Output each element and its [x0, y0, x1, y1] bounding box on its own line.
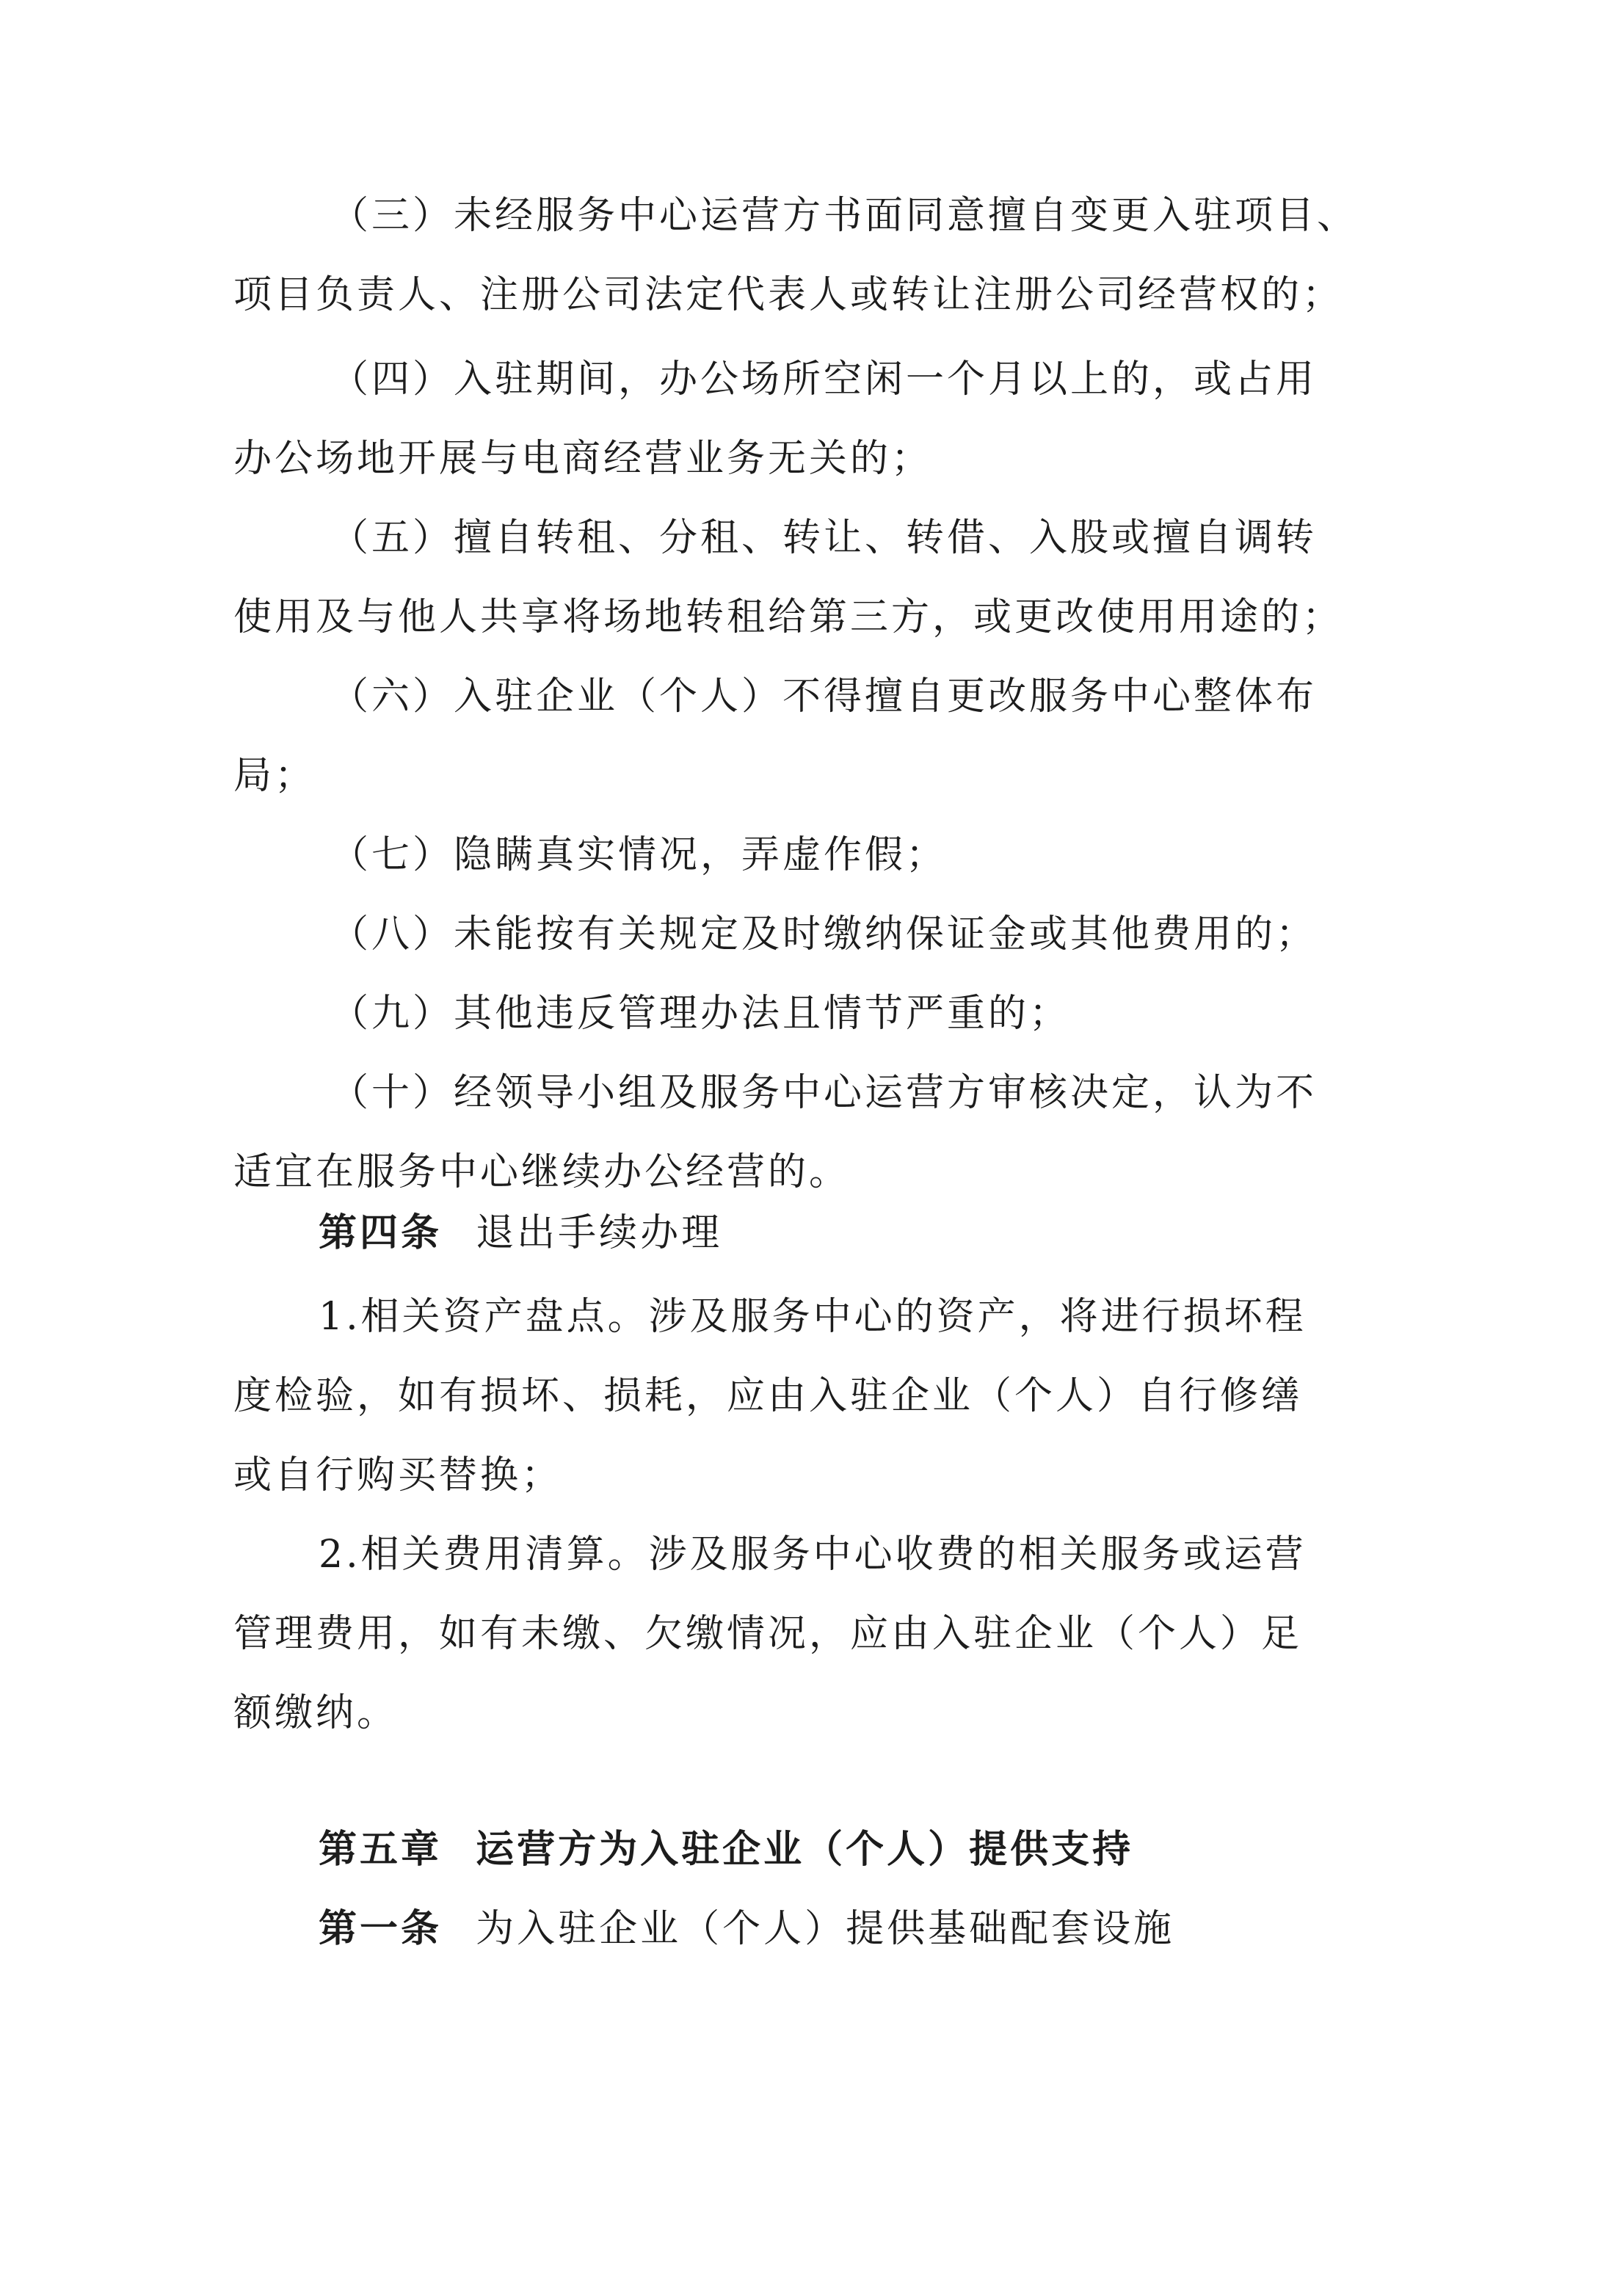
- article-4-item-2-line-3: 额缴纳。: [233, 1691, 399, 1735]
- chapter-5-heading: [319, 1826, 1133, 1873]
- chapter-5-title: 运营方为入驻企业（个人）提供支持: [476, 1828, 1134, 1872]
- clause-3-line-1: （三）未经服务中心运营方书面同意擅自变更入驻项目、: [330, 194, 1359, 238]
- clause-6-line-1: （六）入驻企业（个人）不得擅自更改服务中心整体布: [330, 675, 1318, 719]
- clause-5-line-1: （五）擅自转租、分租、转让、转借、入股或擅自调转: [330, 516, 1318, 560]
- article-1-label: 第一条: [319, 1907, 443, 1951]
- clause-8: （八）未能按有关规定及时缴纳保证金或其他费用的；: [330, 912, 1318, 956]
- article-4-title: 退出手续办理: [476, 1211, 723, 1255]
- clause-5-line-2: 使用及与他人共享将场地转租给第三方，或更改使用用途的；: [233, 595, 1344, 639]
- clause-4-line-2: 办公场地开展与电商经营业务无关的；: [233, 437, 933, 481]
- clause-7: （七）隐瞒真实情况，弄虚作假；: [330, 833, 948, 877]
- article-4-item-1-line-1: 1.相关资产盘点。涉及服务中心的资产，将进行损坏程: [319, 1295, 1307, 1339]
- clause-10-line-2: 适宜在服务中心继续办公经营的。: [233, 1150, 851, 1194]
- article-4-item-1-line-3: 或自行购买替换；: [233, 1453, 563, 1497]
- clause-4-line-1: （四）入驻期间，办公场所空闲一个月以上的，或占用: [330, 357, 1318, 402]
- article-4-label: 第四条: [319, 1211, 443, 1255]
- article-4-heading: [319, 1210, 722, 1257]
- chapter-5-label: 第五章: [319, 1828, 443, 1872]
- article-4-item-1-line-2: 度检验，如有损坏、损耗，应由入驻企业（个人）自行修缮: [233, 1374, 1303, 1418]
- clause-9: （九）其他违反管理办法且情节严重的；: [330, 992, 1071, 1036]
- article-1-heading: [319, 1906, 1174, 1952]
- article-4-item-2-line-1: 2.相关费用清算。涉及服务中心收费的相关服务或运营: [319, 1533, 1307, 1577]
- article-4-item-2-line-2: 管理费用，如有未缴、欠缴情况，应由入驻企业（个人）足: [233, 1612, 1303, 1656]
- clause-10-line-1: （十）经领导小组及服务中心运营方审核决定，认为不: [330, 1071, 1318, 1115]
- clause-6-line-2: 局；: [233, 754, 316, 798]
- article-1-title: 为入驻企业（个人）提供基础配套设施: [476, 1907, 1175, 1951]
- clause-3-line-2: 项目负责人、注册公司法定代表人或转让注册公司经营权的；: [233, 273, 1344, 317]
